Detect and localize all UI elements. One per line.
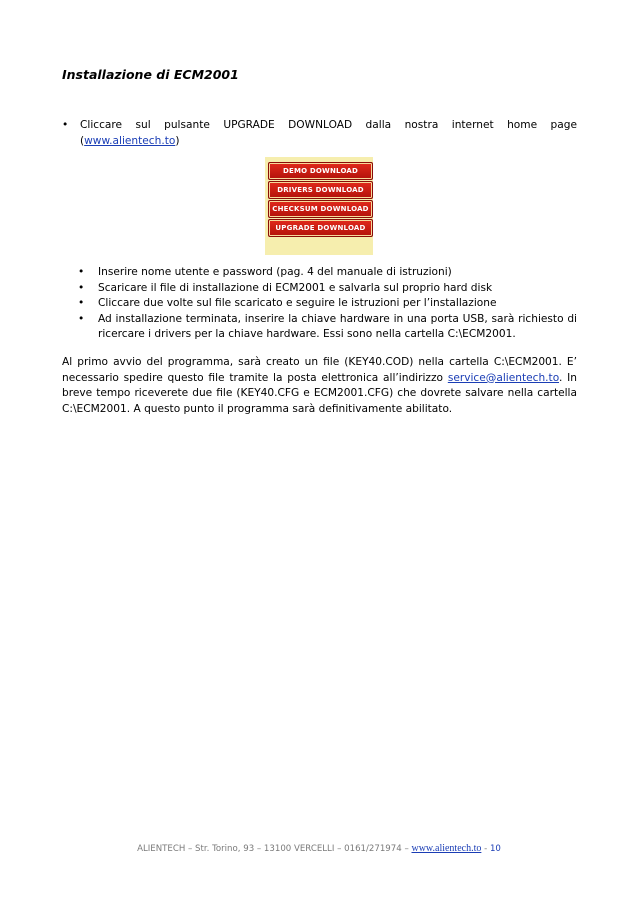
paragraph-part2: . In breve tempo riceverete due file (KEY40.CFG e ECM2001.CFG) che dovrete salvare nella cartella C:\ECM2001. A questo punto il programma sarà definitivamente abilitato. <box>62 371 577 415</box>
footer-site-link[interactable]: www.alientech.to <box>411 843 482 854</box>
list-item <box>62 265 577 281</box>
intro-link-line <box>80 134 577 150</box>
list-item <box>62 296 577 312</box>
intro-line: Cliccare sul pulsante UPGRADE DOWNLOAD dalla nostra internet home page <box>80 119 577 131</box>
intro-bullet <box>62 118 577 149</box>
download-buttons-image <box>265 157 373 255</box>
install-steps-list <box>62 265 577 343</box>
footer-separator: - <box>481 844 490 854</box>
bullet-icon: • <box>62 119 69 131</box>
drivers-download-button[interactable]: DRIVERS DOWNLOAD <box>268 181 373 199</box>
page-number: 10 <box>489 844 501 854</box>
step-text: Ad installazione terminata, inserire la chiave hardware in una porta USB, sarà richiesto di ricercare i drivers per la chiave hardware. Essi sono nella cartella C:\ECM2001. <box>98 312 577 340</box>
page-footer <box>0 843 638 854</box>
step-text: Scaricare il file di installazione di ECM2001 e salvarla sul proprio hard disk <box>98 281 493 294</box>
list-item <box>62 281 577 297</box>
bullet-icon: • <box>78 312 85 325</box>
demo-download-button[interactable]: DEMO DOWNLOAD <box>268 162 373 180</box>
activation-paragraph <box>62 355 577 417</box>
bullet-icon: • <box>78 266 85 278</box>
homepage-link[interactable]: www.alientech.to <box>84 134 176 147</box>
service-email-link[interactable]: service@alientech.to <box>447 371 559 384</box>
section-title: Installazione di ECM2001 <box>62 67 239 82</box>
bullet-icon: • <box>78 297 85 309</box>
bullet-icon: • <box>78 281 85 294</box>
step-text: Inserire nome utente e password (pag. 4 del manuale di istruzioni) <box>98 266 452 278</box>
open-paren: ( <box>80 134 85 147</box>
upgrade-download-button[interactable]: UPGRADE DOWNLOAD <box>268 219 373 237</box>
footer-address: ALIENTECH – Str. Torino, 93 – 13100 VERCELLI – 0161/271974 – <box>137 844 412 854</box>
step-text: Cliccare due volte sul file scaricato e seguire le istruzioni per l’installazione <box>98 297 497 309</box>
close-paren: ) <box>175 134 180 147</box>
paragraph-part1: Al primo avvio del programma, sarà creato un file (KEY40.COD) nella cartella C:\ECM2001. E’ necessario spedire questo file tramite la posta elettronica all’indirizzo <box>62 356 577 384</box>
list-item <box>62 312 577 343</box>
checksum-download-button[interactable]: CHECKSUM DOWNLOAD <box>268 200 373 218</box>
